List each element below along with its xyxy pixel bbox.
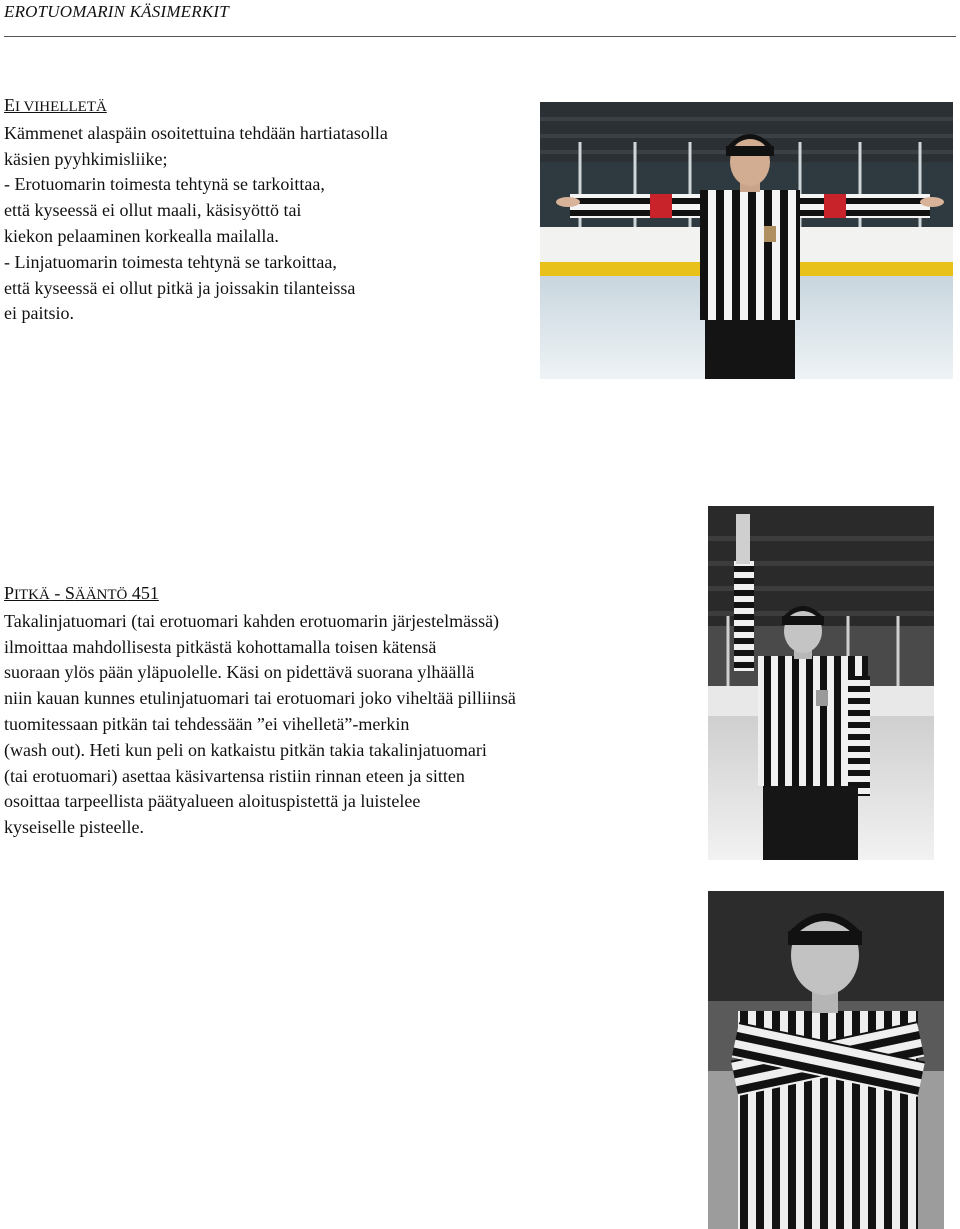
photo-referee-arms-crossed (708, 891, 944, 1229)
body-line: että kyseessä ei ollut pitkä ja joissakin tilanteissa (4, 277, 356, 298)
header-rule (4, 36, 956, 37)
body-line: kyseiselle pisteelle. (4, 817, 144, 838)
body-line: (tai erotuomari) asettaa käsivartensa ristiin rinnan eteen ja sitten (4, 765, 465, 786)
body-line: kiekon pelaaminen korkealla mailalla. (4, 225, 279, 246)
body-line: (wash out). Heti kun peli on katkaistu pitkän takia takalinjatuomari (4, 739, 487, 760)
photo-referee-arms-extended (540, 102, 953, 379)
body-line: käsien pyyhkimisliike; (4, 148, 168, 169)
photo-referee-arm-raised (708, 506, 934, 860)
body-line: suoraan ylös pään yläpuolelle. Käsi on pidettävä suorana ylhäällä (4, 662, 475, 683)
body-line: ei paitsio. (4, 303, 74, 324)
heading-initial-p: P (4, 583, 15, 603)
heading-rest: I VIHELLETÄ (15, 99, 107, 115)
body-line: - Linjatuomarin toimesta tehtynä se tarkoittaa, (4, 251, 337, 272)
heading-initial: E (4, 95, 15, 115)
body-line: ilmoittaa mahdollisesta pitkästä kohottamalla toisen kätensä (4, 636, 437, 657)
body-line: Takalinjatuomari (tai erotuomari kahden erotuomarin järjestelmässä) (4, 610, 500, 631)
heading-dash: - (49, 583, 65, 603)
section-no-whistle (4, 93, 388, 327)
heading-rest-aanto: ÄÄNTÖ (74, 587, 128, 603)
body-line: tuomitessaan pitkän tai tehdessään ”ei vihelletä”-merkin (4, 713, 410, 734)
body-line: että kyseessä ei ollut maali, käsisyöttö tai (4, 200, 302, 221)
body-line: - Erotuomarin toimesta tehtynä se tarkoittaa, (4, 174, 325, 195)
body-line: Kämmenet alaspäin osoitettuina tehdään hartiatasolla (4, 122, 388, 143)
section-icing (4, 581, 516, 841)
heading-rest-itka: ITKÄ (14, 587, 50, 603)
document-header-title: EROTUOMARIN KÄSIMERKIT (4, 2, 229, 21)
section-heading-icing (4, 581, 516, 609)
heading-rule-number: 451 (127, 583, 159, 603)
section-heading-no-whistle (4, 93, 388, 121)
body-line: niin kauan kunnes etulinjatuomari tai erotuomari joko viheltää pilliinsä (4, 688, 516, 709)
heading-initial-s: S (64, 583, 75, 603)
body-line: osoittaa tarpeellista päätyalueen aloituspistettä ja luistelee (4, 791, 421, 812)
